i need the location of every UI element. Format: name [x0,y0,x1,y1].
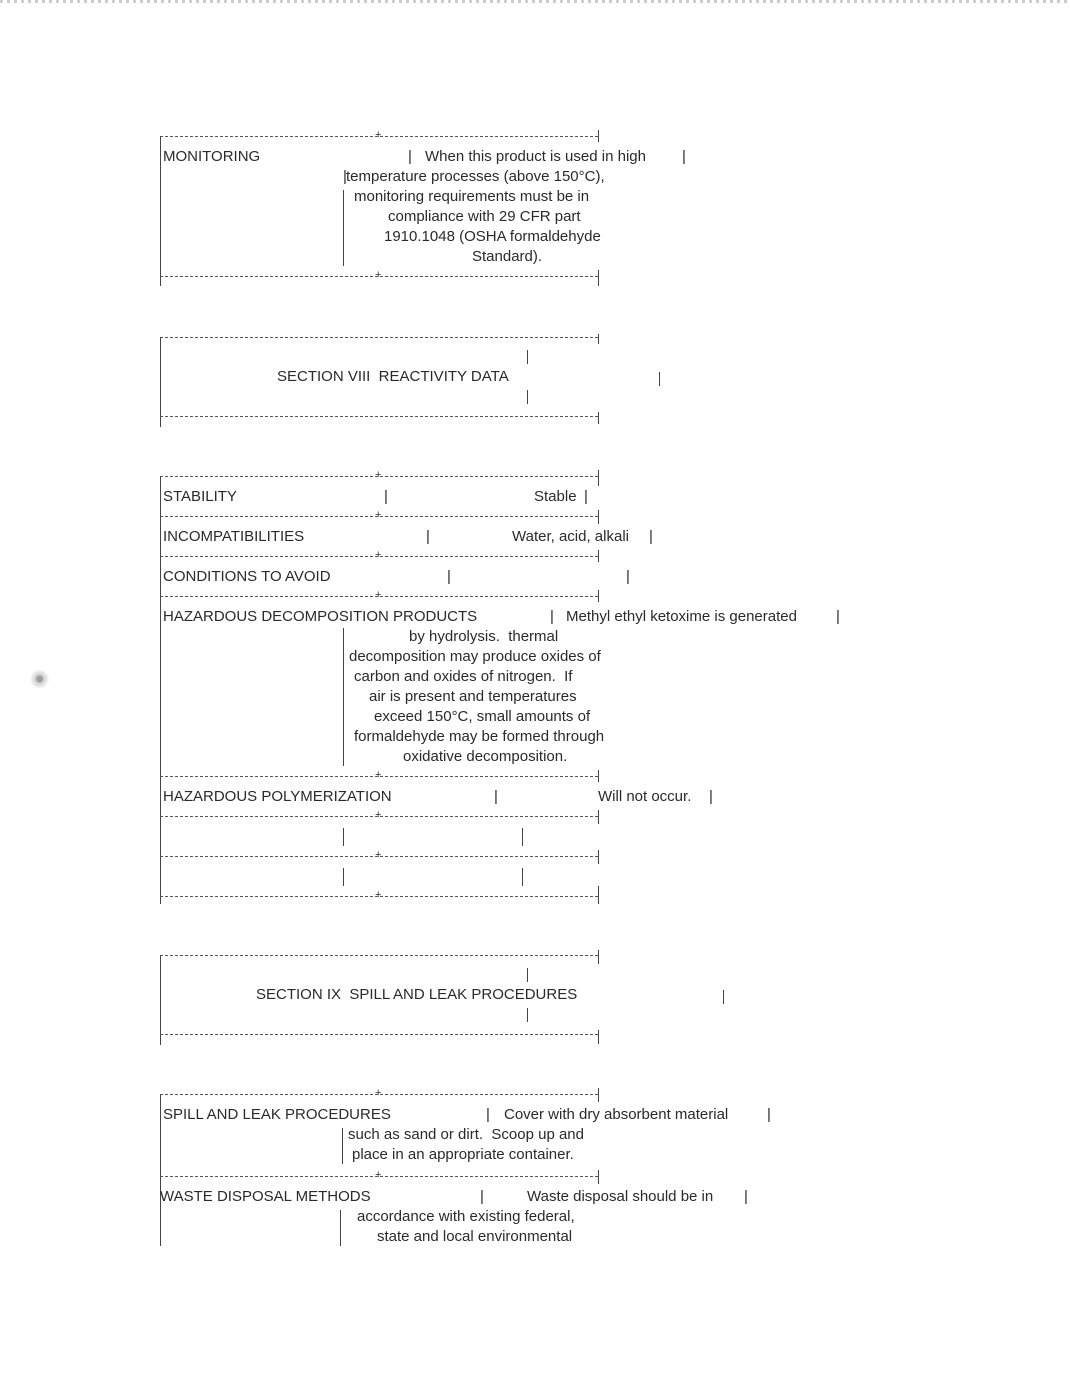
section-viii-title: SECTION VIII REACTIVITY DATA [277,368,509,385]
rule-junction: + [375,889,382,901]
table-border [598,770,599,782]
waste-line-3: state and local environmental [377,1228,573,1245]
table-border [160,955,161,1045]
table-border [723,990,724,1004]
column-divider [522,828,523,846]
column-divider [343,828,344,846]
rule-junction: + [375,849,382,861]
rule-junction: + [375,809,382,821]
table-border [160,136,161,286]
table-border [598,950,599,964]
cell-separator: | [836,608,840,625]
monitoring-line-3: monitoring requirements must be in [354,188,590,205]
table-border [598,334,599,344]
cell-separator: | [767,1106,771,1123]
waste-line-1: Waste disposal should be in [527,1188,714,1205]
cell-separator: | [626,568,630,585]
table-border [598,1170,599,1184]
rule-junction: + [375,509,382,521]
cell-separator: | [426,528,430,545]
cell-separator: | [408,148,412,165]
decomposition-label: HAZARDOUS DECOMPOSITION PRODUCTS [163,608,478,625]
table-border [598,470,599,486]
table-rule [160,955,598,956]
waste-label: WASTE DISPOSAL METHODS [160,1188,371,1205]
table-border [598,270,599,286]
cell-separator: | [584,488,588,505]
table-border [598,412,599,424]
monitoring-label: MONITORING [163,148,261,165]
table-border [160,1094,161,1246]
cell-separator: | [343,168,347,185]
cell-separator: | [550,608,554,625]
table-border [598,130,599,142]
decomposition-line-1: Methyl ethyl ketoxime is generated [566,608,797,625]
table-border [598,1030,599,1044]
table-border [598,850,599,864]
column-divider [343,628,344,766]
conditions-label: CONDITIONS TO AVOID [163,568,331,585]
scan-edge-noise [0,0,1070,3]
table-border [527,350,528,364]
polymerization-value: Will not occur. [598,788,692,805]
table-border [527,968,528,982]
table-border [527,390,528,404]
decomposition-line-6: exceed 150°C, small amounts of [374,708,591,725]
waste-line-2: accordance with existing federal, [357,1208,575,1225]
stability-label: STABILITY [163,488,237,505]
rule-junction: + [375,589,382,601]
cell-separator: | [384,488,388,505]
section-ix-title: SECTION IX SPILL AND LEAK PROCEDURES [256,986,578,1003]
table-border [160,337,161,427]
decomposition-line-7: formaldehyde may be formed through [354,728,605,745]
column-divider [342,1128,343,1164]
spill-line-1: Cover with dry absorbent material [504,1106,729,1123]
monitoring-line-6: Standard). [472,248,543,265]
rule-junction: + [375,469,382,481]
table-rule [160,416,598,417]
cell-separator: | [744,1188,748,1205]
cell-separator: | [709,788,713,805]
incompatibilities-value: Water, acid, alkali [512,528,629,545]
table-rule [160,1034,598,1035]
rule-junction: + [375,769,382,781]
table-border [598,590,599,602]
cell-separator: | [494,788,498,805]
table-border [598,1088,599,1102]
incompatibilities-label: INCOMPATIBILITIES [163,528,305,545]
decomposition-line-3: decomposition may produce oxides of [349,648,601,665]
rule-junction: + [375,129,382,141]
monitoring-line-2: temperature processes (above 150°C), [346,168,605,185]
rule-junction: + [375,1169,382,1181]
monitoring-line-4: compliance with 29 CFR part [388,208,581,225]
rule-junction: + [375,269,382,281]
cell-separator: | [480,1188,484,1205]
decomposition-line-2: by hydrolysis. thermal [409,628,559,645]
decomposition-line-4: carbon and oxides of nitrogen. If [354,668,573,685]
cell-separator: | [486,1106,490,1123]
table-rule [160,337,598,338]
cell-separator: | [649,528,653,545]
table-border [598,510,599,524]
decomposition-line-5: air is present and temperatures [369,688,577,705]
table-border [527,1008,528,1022]
scan-smudge [30,670,54,688]
polymerization-label: HAZARDOUS POLYMERIZATION [163,788,392,805]
column-divider [340,1210,341,1246]
monitoring-line-1: When this product is used in high [425,148,646,165]
column-divider [522,868,523,886]
table-border [598,550,599,562]
decomposition-line-8: oxidative decomposition. [403,748,568,765]
table-border [598,886,599,904]
rule-junction: + [375,549,382,561]
column-divider [343,868,344,886]
column-divider [343,190,344,266]
spill-line-2: such as sand or dirt. Scoop up and [348,1126,584,1143]
table-border [160,476,161,904]
spill-label: SPILL AND LEAK PROCEDURES [163,1106,391,1123]
cell-separator: | [447,568,451,585]
table-border [598,810,599,824]
stability-value: Stable [534,488,577,505]
rule-junction: + [375,1087,382,1099]
monitoring-line-5: 1910.1048 (OSHA formaldehyde [384,228,601,245]
spill-line-3: place in an appropriate container. [352,1146,574,1163]
cell-separator: | [682,148,686,165]
table-border [659,372,660,386]
